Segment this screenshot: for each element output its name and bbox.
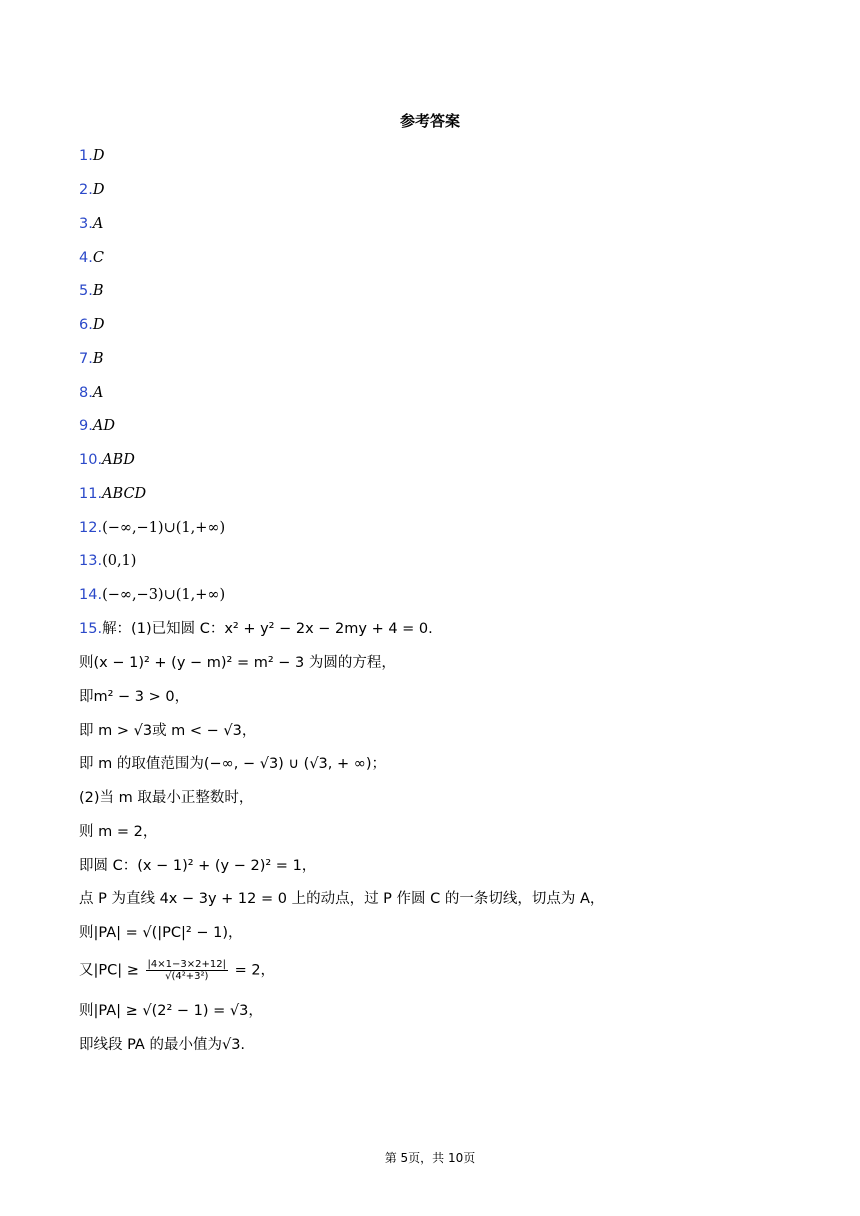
solution-line-3: 即m² − 3 > 0， (79, 689, 190, 705)
answer-line-8: 8.A (79, 385, 104, 401)
answer-line-1: 1.D (79, 148, 105, 164)
solution-line-7: 则 m = 2， (79, 824, 158, 840)
answer-line-4: 4.C (79, 250, 104, 266)
solution-line-5: 即 m 的取值范围为(−∞, − √3) ∪ (√3, + ∞)； (79, 756, 386, 772)
fraction (146, 959, 228, 982)
solution-line-11: 又|PC| ≥ $\frac{|4\times 1-3\times 2+12|}{\text{√(4²+3²)}}$ = 2， (79, 959, 276, 982)
answer-line-14: 14.(−∞,−3)∪(1,+∞) (79, 587, 226, 603)
answer-line-13: 13.(0,1) (79, 553, 137, 569)
fraction-denominator: √(4²+3²) (165, 971, 209, 982)
fraction-numerator: |4×1−3×2+12| (147, 959, 226, 970)
page-footer: 第 5页，共 10页 (384, 1151, 476, 1165)
answer-line-7: 7.B (79, 351, 104, 367)
solution-line-8: 即圆 C：(x − 1)² + (y − 2)² = 1， (79, 858, 317, 874)
answer-line-10: 10.ABD (79, 452, 135, 468)
solution-line-13: 即线段 PA 的最小值为√3. (79, 1037, 246, 1053)
page-title: 参考答案 (399, 112, 460, 130)
answer-line-3: 3.A (79, 216, 104, 232)
answer-line-12: 12.(−∞,−1)∪(1,+∞) (79, 520, 226, 536)
solution-line-1: 15.解：(1)已知圆 C：x² + y² − 2x − 2my + 4 = 0. (79, 621, 433, 637)
answer-line-5: 5.B (79, 283, 104, 299)
answer-line-2: 2.D (79, 182, 105, 198)
answer-line-9: 9.AD (79, 418, 115, 434)
solution-line-12: 则|PA| ≥ √(2² − 1) = √3， (79, 1003, 263, 1019)
solution-line-4: 即 m > √3或 m < − √3， (79, 723, 257, 739)
solution-line-6: (2)当 m 取最小正整数时， (79, 790, 254, 806)
solution-line-10: 则|PA| = √(|PC|² − 1)， (79, 925, 243, 941)
solution-line-9: 点 P 为直线 4x − 3y + 12 = 0 上的动点，过 P 作圆 C 的一条切线，切点为 A， (79, 891, 605, 907)
answer-line-6: 6.D (79, 317, 105, 333)
answer-line-11: 11.ABCD (79, 486, 147, 502)
solution-line-2: 则(x − 1)² + (y − m)² = m² − 3 为圆的方程， (79, 655, 396, 671)
